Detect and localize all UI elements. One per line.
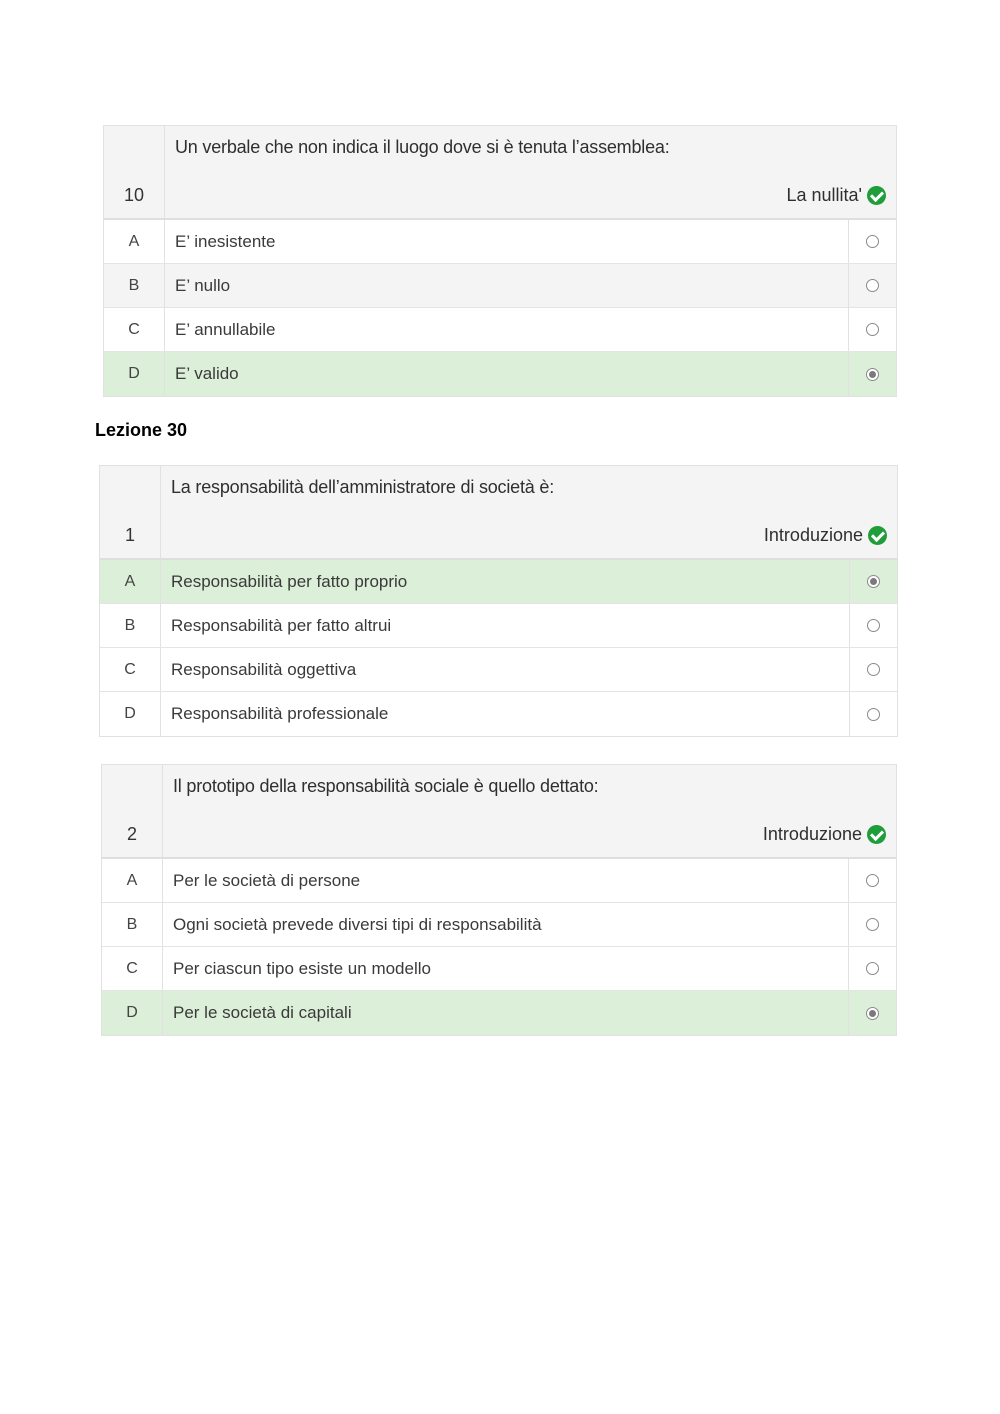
radio-button[interactable] [866, 235, 879, 248]
radio-button[interactable] [866, 279, 879, 292]
radio-button-selected[interactable] [866, 368, 879, 381]
option-letter: D [100, 692, 161, 736]
question-number: 10 [104, 126, 165, 218]
option-text: E’ nullo [175, 275, 231, 295]
answer-option-c[interactable] [104, 308, 896, 352]
answer-option-a[interactable] [100, 560, 897, 604]
option-text: Per le società di capitali [173, 1003, 352, 1022]
option-text: Ogni società prevede diversi tipi di responsabilità [173, 914, 542, 934]
radio-button-selected[interactable] [866, 1007, 879, 1020]
check-circle-icon [867, 825, 886, 844]
radio-button[interactable] [866, 874, 879, 887]
option-letter: D [104, 352, 165, 396]
radio-button[interactable] [866, 962, 879, 975]
radio-button-selected[interactable] [867, 575, 880, 588]
option-text: Per le società di persone [173, 870, 361, 890]
radio-button[interactable] [866, 323, 879, 336]
option-letter: B [102, 903, 163, 946]
option-letter: B [100, 604, 161, 647]
answer-option-a[interactable] [102, 859, 896, 903]
answer-option-b[interactable] [104, 264, 896, 308]
radio-button[interactable] [867, 663, 880, 676]
topic-label: Introduzione [762, 824, 862, 844]
question-topic [787, 185, 887, 206]
question-topic [763, 824, 886, 845]
answer-option-c[interactable] [100, 648, 897, 692]
radio-button[interactable] [866, 918, 879, 931]
question-header [100, 466, 897, 560]
option-text: Responsabilità per fatto proprio [171, 571, 408, 591]
question-card-2 [101, 764, 897, 1036]
question-topic [764, 525, 887, 546]
question-card-1 [99, 465, 898, 737]
radio-button[interactable] [867, 619, 880, 632]
question-card-10 [103, 125, 897, 397]
option-text: E’ valido [175, 364, 239, 383]
option-text: Responsabilità oggettiva [171, 659, 357, 679]
answer-option-b[interactable] [102, 903, 896, 947]
check-circle-icon [867, 186, 886, 205]
option-letter: C [104, 308, 165, 351]
question-number: 1 [100, 466, 161, 558]
option-text: E’ annullabile [175, 319, 276, 339]
check-circle-icon [868, 526, 887, 545]
question-number: 2 [102, 765, 163, 857]
radio-button[interactable] [867, 708, 880, 721]
answer-option-d[interactable] [100, 692, 897, 736]
topic-label: La nullita' [786, 185, 862, 205]
option-text: Responsabilità professionale [171, 704, 389, 723]
option-text: Per ciascun tipo esiste un modello [173, 958, 431, 978]
option-letter: A [100, 560, 161, 603]
option-letter: C [102, 947, 163, 990]
question-text: La responsabilità dell’amministratore di società è: [171, 477, 554, 497]
option-text: Responsabilità per fatto altrui [171, 615, 392, 635]
option-text: E’ inesistente [175, 231, 276, 251]
topic-label: Introduzione [763, 525, 863, 545]
option-letter: C [100, 648, 161, 691]
option-letter: A [104, 220, 165, 263]
answer-option-b[interactable] [100, 604, 897, 648]
answer-option-d[interactable] [104, 352, 896, 396]
answer-option-a[interactable] [104, 220, 896, 264]
question-header [104, 126, 896, 220]
question-text: Un verbale che non indica il luogo dove si è tenuta l’assemblea: [175, 137, 670, 157]
lesson-heading: Lezione 30 [95, 420, 188, 440]
option-letter: B [104, 264, 165, 307]
option-letter: A [102, 859, 163, 902]
question-text: Il prototipo della responsabilità sociale è quello dettato: [173, 776, 599, 796]
question-header [102, 765, 896, 859]
answer-option-c[interactable] [102, 947, 896, 991]
answer-option-d[interactable] [102, 991, 896, 1035]
option-letter: D [102, 991, 163, 1035]
